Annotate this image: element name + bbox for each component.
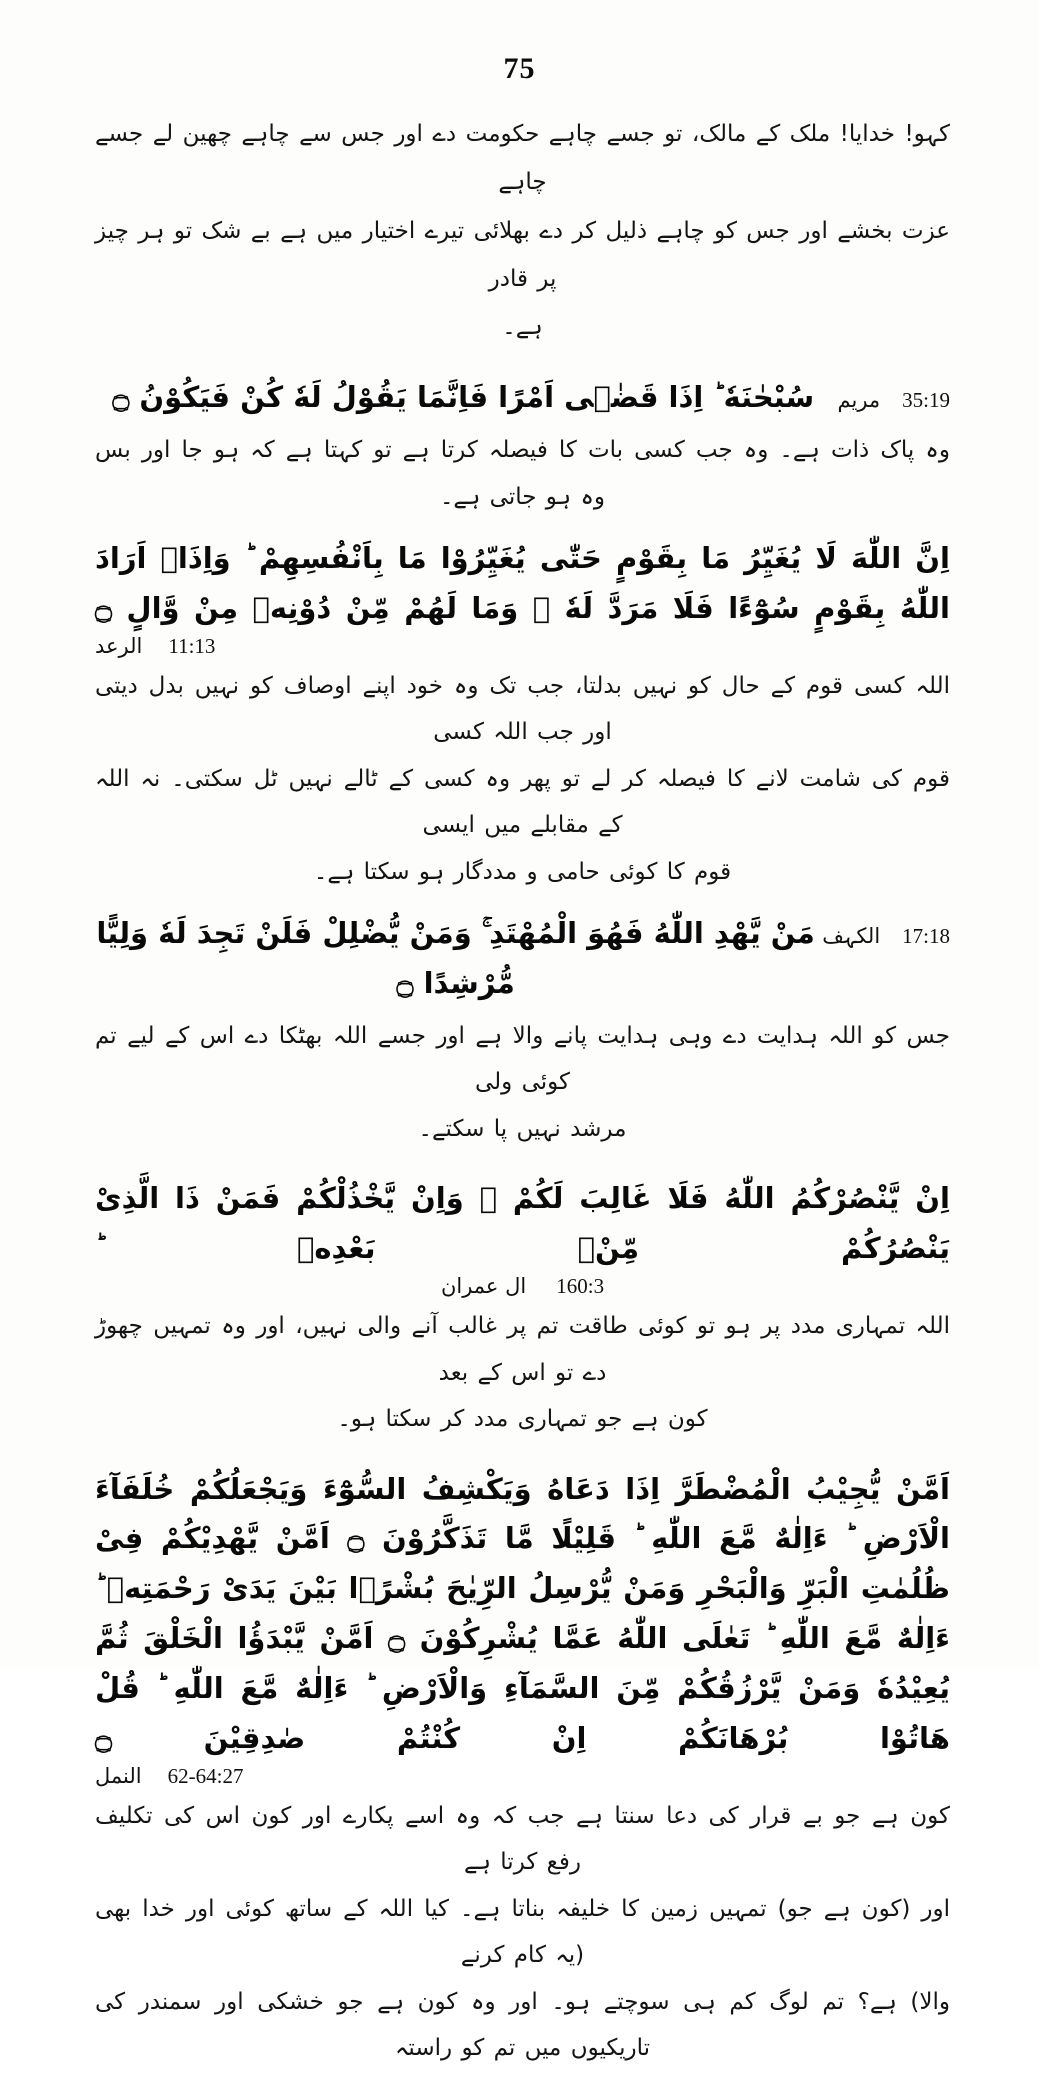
verse-text: اِنَّ اللّٰهَ لَا يُغَيِّرُ مَا بِقَوْمٍ حَتّٰى يُغَيِّرُوْا مَا بِاَنْفُسِهِمْ ؕ وَاِذَاۤ اَرَادَ اللّٰهُ بِقَوْمٍ سُوْٓءًا فَلَا مَرَدَّ لَهٗ ۚ وَمَا لَهُمْ مِّنْ دُوْنِهٖ مِنْ وَّالٍ ۝: [95, 541, 950, 626]
page-number: 75: [503, 52, 536, 85]
urdu-line: مرشد نہیں پا سکتے۔: [418, 1115, 627, 1142]
urdu-line: قوم کی شامت لانے کا فیصلہ کر لے تو پھر وہ کسی کے ٹالے نہیں ٹل سکتی۔ نہ اللہ کے مقابلے میں ایسی: [95, 765, 950, 839]
urdu-line: والا) ہے؟ تم لوگ کم ہی سوچتے ہو۔ اور وہ کون ہے جو خشکی اور سمندر کی تاریکیوں میں تم کو راستہ: [95, 1988, 950, 2062]
quran-verse-kahf: [95, 909, 950, 1009]
paragraph-trans-rad: [95, 663, 950, 895]
verse-text: اِنْ يَّنْصُرْكُمُ اللّٰهُ فَلَا غَالِبَ لَكُمْ ۚ وَاِنْ يَّخْذُلْكُمْ فَمَنْ ذَا الَّذِىْ يَنْصُرُكُمْ مِّنْۢ بَعْدِهٖ ؕ: [95, 1181, 950, 1266]
urdu-line: وہ پاک ذات ہے۔ وہ جب کسی بات کا فیصلہ کرتا ہے تو کہتا ہے کہ ہو جا اور بس وہ ہو جاتی ہے۔: [95, 437, 950, 510]
urdu-line: کہو! خدایا! ملک کے مالک، تو جسے چاہے حکومت دے اور جس سے چاہے چھین لے جسے چاہے: [95, 121, 950, 196]
urdu-line: کون ہے جو تمہاری مدد کر سکتا ہو۔: [337, 1406, 708, 1433]
paragraph-intro-urdu: [95, 110, 950, 351]
verse-reference: 160:3: [556, 1274, 605, 1299]
urdu-line: قوم کا کوئی حامی و مددگار ہو سکتا ہے۔: [313, 858, 732, 885]
paragraph-trans-naml: [95, 1793, 950, 2072]
urdu-line: کون ہے جو بے قرار کی دعا سنتا ہے جب کہ وہ اسے پکارے اور کون اس کی تکلیف رفع کرتا ہے: [95, 1802, 950, 1876]
paragraph-trans-maryam: [95, 427, 950, 520]
verse-reference: 11:13: [168, 634, 216, 659]
urdu-line: اور (کون ہے جو) تمہیں زمین کا خلیفہ بناتا ہے۔ کیا اللہ کے ساتھ کوئی اور خدا بھی (یہ کام کرنے: [95, 1895, 950, 1969]
urdu-line: عزت بخشے اور جس کو چاہے ذلیل کر دے بھلائی تیرے اختیار میں ہے بے شک تو ہر چیز پر قادر: [95, 217, 950, 292]
surah-name: ال عمران: [440, 1274, 527, 1299]
verse-text: سُبْحٰنَهٗ ؕ اِذَا قَضٰۤى اَمْرًا فَاِنَّمَا يَقُوْلُ لَهٗ كُنْ فَيَكُوْنُ ۝: [112, 380, 815, 415]
surah-name: النمل: [95, 1763, 142, 1788]
quran-verse-imran: [95, 1174, 950, 1299]
page-content: [95, 110, 950, 2075]
verse-reference: 62-64:27: [167, 1763, 244, 1788]
quran-verse-naml: [95, 1465, 950, 1789]
verse-reference: 35:19: [902, 388, 950, 413]
surah-name: الرعد: [95, 634, 143, 659]
paragraph-trans-imran: [95, 1303, 950, 1442]
verse-text: مَنْ يَّهْدِ اللّٰهُ فَهُوَ الْمُهْتَدِ ۚ وَمَنْ يُّضْلِلْ فَلَنْ تَجِدَ لَهٗ وَلِيًّا مُّرْشِدًا ۝: [96, 916, 815, 1001]
verse-text: اَمَّنْ يُّجِيْبُ الْمُضْطَرَّ اِذَا دَعَاهُ وَيَكْشِفُ السُّوْٓءَ وَيَجْعَلُكُمْ خُلَفَآءَ الْاَرْضِ ؕ ءَاِلٰهٌ مَّعَ اللّٰهِ ؕ قَلِيْلًا مَّا تَذَكَّرُوْنَ ۝ اَمَّنْ يَّهْدِيْكُمْ فِىْ ظُلُمٰتِ الْبَرِّ وَالْبَحْرِ وَمَنْ يُّرْسِلُ الرِّيٰحَ بُشْرًۢا بَيْنَ يَدَىْ رَحْمَتِهٖ ؕ ءَاِلٰهٌ مَّعَ اللّٰهِ ؕ تَعٰلَى اللّٰهُ عَمَّا يُشْرِكُوْنَ ۝ اَمَّنْ يَّبْدَؤُا الْخَلْقَ ثُمَّ يُعِيْدُهٗ وَمَنْ يَّرْزُقُكُمْ مِّنَ السَّمَآءِ وَالْاَرْضِ ؕ ءَاِلٰهٌ مَّعَ اللّٰهِ ؕ قُلْ هَاتُوْا بُرْهَانَكُمْ اِنْ كُنْتُمْ صٰدِقِيْنَ ۝: [95, 1471, 950, 1755]
urdu-line: جس کو اللہ ہدایت دے وہی ہدایت پانے والا ہے اور جسے اللہ بھٹکا دے اس کے لیے تم کوئی ولی: [95, 1023, 950, 1096]
quran-verse-rad: [95, 534, 950, 659]
paragraph-trans-kahf: [95, 1013, 950, 1152]
urdu-line: اللہ تمہاری مدد پر ہو تو کوئی طاقت تم پر غالب آنے والی نہیں، اور وہ تمہیں چھوڑ دے تو اس کے بعد: [95, 1313, 950, 1386]
surah-name: مریم: [837, 388, 881, 413]
quran-verse-maryam: [95, 373, 950, 423]
urdu-line: اللہ کسی قوم کے حال کو نہیں بدلتا، جب تک وہ خود اپنے اوصاف کو نہیں بدل دیتی اور جب اللہ کسی: [95, 673, 950, 746]
urdu-line: ہے۔: [502, 314, 543, 341]
surah-name: الکہف: [822, 924, 881, 949]
verse-reference: 17:18: [902, 924, 950, 949]
